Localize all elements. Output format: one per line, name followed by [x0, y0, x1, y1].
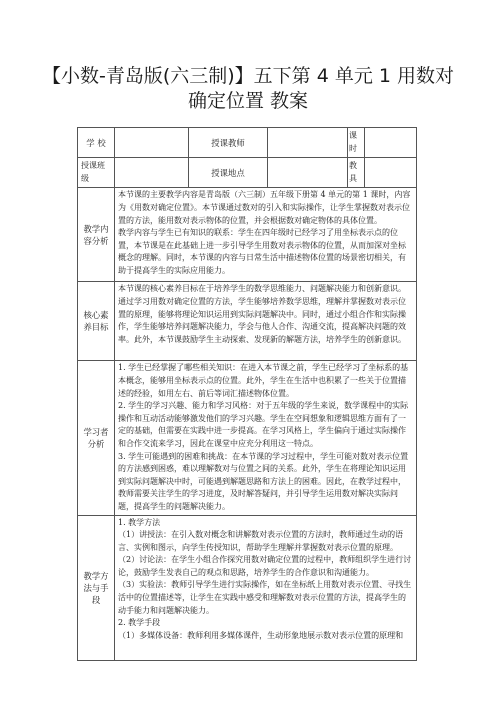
header-row-2: [78, 158, 417, 188]
section-body: [115, 188, 417, 282]
section-label: 核心素养目标: [78, 282, 115, 361]
tools-label: 教具: [348, 158, 365, 188]
paragraph: 3. 学生可能遇到的困难和挑战：在本节课的学习过程中，学生可能对数对表示位置的方法感到困惑，难以理解数对与位置之间的关系。此外，学生在将理论知识运用到实际问题解决中时，可能遇到解题思路和方法上的困难。因此，在教学过程中，教师需要关注学生的学习进度，及时解答疑问，并引导学生运用数对解决实际问题，提高学生的问题解决能力。: [118, 451, 409, 511]
header-row-1: [78, 128, 417, 158]
hours-label: 课时: [348, 128, 365, 158]
place-label: 授课地点: [189, 158, 268, 188]
paragraph: （1）多媒体设备：教师利用多媒体课件，生动形象地展示数对表示位置的原理和: [118, 630, 404, 640]
school-value: [115, 128, 189, 158]
paragraph: 2. 教学手段: [118, 618, 161, 628]
teacher-value: [268, 128, 348, 158]
paragraph: （2）讨论法：在学生小组合作探究用数对确定位置的过程中，教师组织学生进行讨论，鼓励学生发表自己的观点和思路，培养学生的合作意识和沟通能力。: [118, 555, 412, 577]
document-title: 【小数-青岛版(六三制)】五下第 4 单元 1 用数对确定位置 教案: [41, 65, 455, 112]
school-label: 学 校: [78, 128, 115, 158]
paragraph: 1. 教学方法: [118, 517, 161, 527]
paragraph: 本节课的主要教学内容是青岛版（六三制）五年级下册第 4 单元的第 1 课时，内容为《用数对确定位置》。本节课通过数对的引入和实际操作，让学生掌握数对表示位置的方法，能用数对表示物体的位置，并会根据数对确定物体的具体位置。: [118, 190, 411, 225]
place-value: [268, 158, 348, 188]
paragraph: 2. 学生的学习兴趣、能力和学习风格：对于五年级的学生来说，数学课程中的实际操作和互动活动能够激发他们的学习兴趣。学生在空间想象和逻辑思维方面有了一定的基础，但需要在实践中进一步提高。在学习风格上，学生偏向于通过实际操作和合作交流来学习，因此在课堂中应充分利用这一特点。: [118, 401, 409, 448]
class-label: 授课班级: [78, 158, 115, 188]
section-body: [115, 282, 417, 361]
paragraph: 教学内容与学生已有知识的联系：学生在四年级时已经学习了用坐标表示点的位置，本节课是在此基础上进一步引导学生用数对表示物体的位置，从而加深对坐标概念的理解。同时，本节课的内容与日常生活中描述物体位置的场景密切相关，有助于提高学生的实际应用能力。: [118, 228, 406, 275]
tools-value: [365, 158, 417, 188]
section-body: [115, 361, 417, 515]
section-label: 教学内容分析: [78, 188, 115, 282]
section-body: [115, 515, 417, 660]
section-content-analysis: [78, 188, 417, 282]
paragraph: 1. 学生已经掌握了哪些相关知识：在进入本节课之前，学生已经学习了坐标系的基本概念，能够用坐标表示点的位置。此外，学生在生活中也积累了一些关于位置描述的经验，如用左右、前后等词汇描述物体位置。: [118, 363, 409, 398]
hours-value: [365, 128, 417, 158]
paragraph: （3）实验法：教师引导学生进行实际操作，如在坐标纸上用数对表示位置、寻找生活中的位置描述等，让学生在实践中感受和理解数对表示位置的方法，提高学生的动手能力和问题解决能力。: [118, 580, 412, 615]
section-teaching-methods: [78, 515, 417, 660]
section-label: 教学方法与手段: [78, 515, 115, 660]
lesson-plan-table: [77, 127, 417, 661]
teacher-label: 授课教师: [189, 128, 268, 158]
class-value: [115, 158, 189, 188]
section-label: 学习者分析: [78, 361, 115, 515]
section-core-goals: [78, 282, 417, 361]
paragraph: （1）讲授法：在引入数对概念和讲解数对表示位置的方法时，教师通过生动的语言、实例和图示，向学生传授知识，帮助学生理解并掌握数对表示位置的原理。: [118, 530, 404, 552]
paragraph: 本节课的核心素养目标在于培养学生的数学思维能力、问题解决能力和创新意识。通过学习用数对确定位置的方法，学生能够培养数学思维，理解并掌握数对表示位置的原理，能够将理论知识运用到实际问题解决中。同时，通过小组合作和实际操作，学生能够培养问题解决能力，学会与他人合作、沟通交流，提高解决问题的效率。此外，本节课鼓励学生主动探索、发现新的解题方法，培养学生的创新意识。: [118, 284, 406, 344]
section-learner-analysis: [78, 361, 417, 515]
